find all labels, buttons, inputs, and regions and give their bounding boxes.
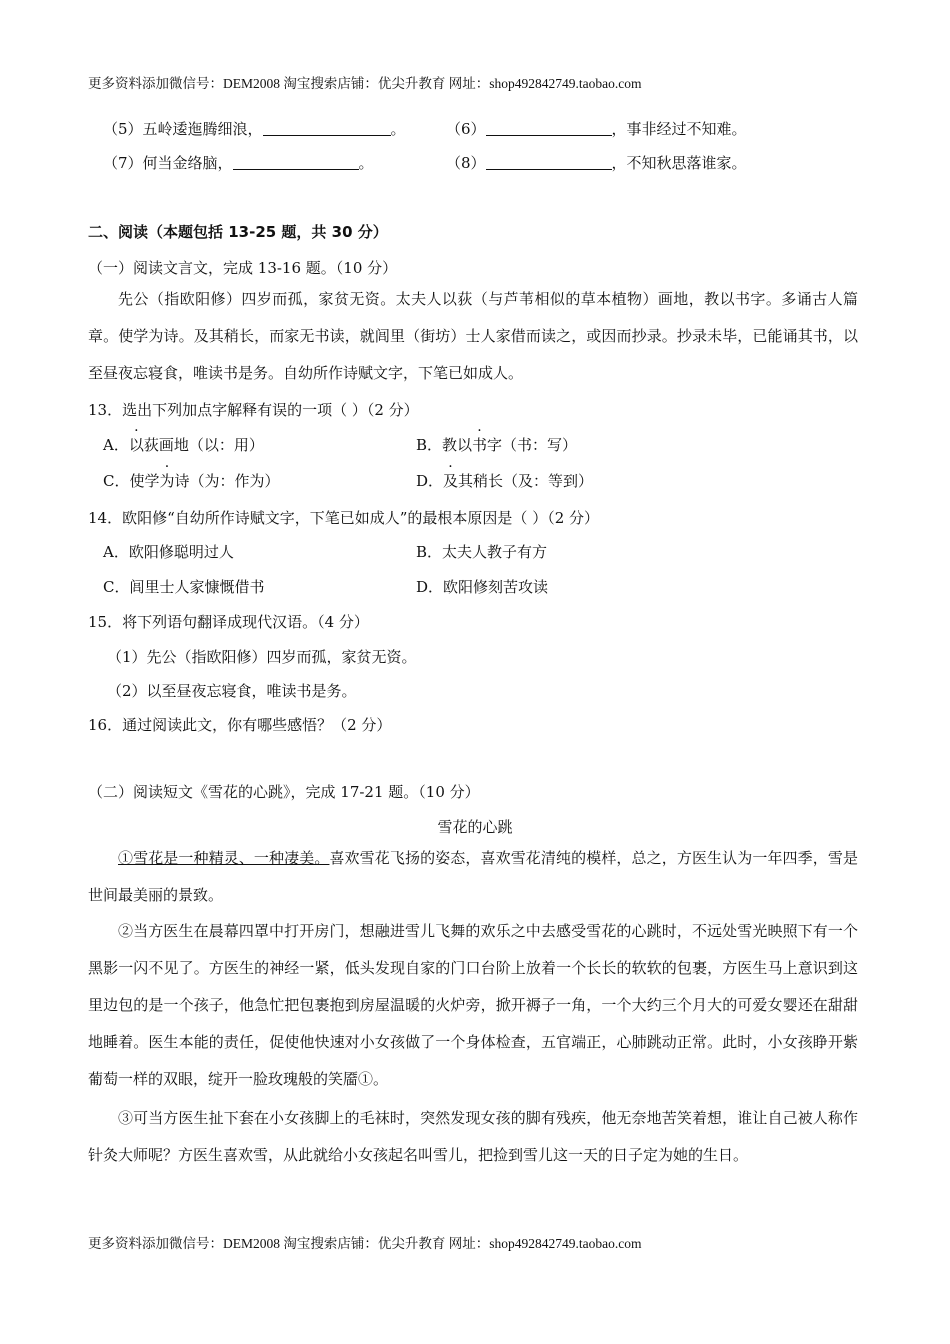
story-paragraph-1-rest: 喜欢雪花飞扬的姿态，喜欢雪花清纯的模样，总之，方医生认为一年四季，雪是世间最美丽的景致。: [88, 849, 858, 904]
q14-option-b[interactable]: B．太夫人教子有方: [416, 543, 548, 561]
answer-blank-5[interactable]: [263, 121, 391, 136]
fill-item-6-prefix: （6）: [446, 120, 486, 138]
q13-a-text: 荻画地（以：用）: [143, 436, 264, 454]
story-title: 雪花的心跳: [437, 818, 513, 836]
story-paragraph-2: ②当方医生在晨幕四罩中打开房门，想融进雪儿飞舞的欢乐之中去感受雪花的心跳时，不远处雪光映照下有一个黑影一闪不见了。方医生的神经一紧，低头发现自家的门口台阶上放着一个长长的软软的包裹，方医生马上意识到这里边包的是一个孩子，他急忙把包裹抱到房屋温暖的火炉旁，掀开褥子一角，一个大约三个月大的可爱女婴还在甜甜地睡着。医生本能的责任，促使他快速对小女孩做了一个身体检查，五官端正，心肺跳动正常。此时，小女孩睁开紫葡萄一样的双眼，绽开一脸玫瑰般的笑靥①。: [88, 922, 858, 1088]
q13-option-d[interactable]: [416, 470, 593, 491]
fill-item-6: [446, 118, 747, 139]
page-footer: 更多资料添加微信号：DEM2008 淘宝搜索店铺：优尖升教育 网址：shop492842749.taobao.com: [88, 1236, 642, 1251]
question-15-1: （1）先公（指欧阳修）四岁而孤，家贫无资。: [107, 648, 417, 666]
part2-intro: （二）阅读短文《雪花的心跳》，完成 17-21 题。（10 分）: [88, 783, 480, 801]
q13-b-dotted-char: 书: [472, 436, 488, 454]
section-title: 二、阅读（本题包括 13-25 题，共 30 分）: [88, 223, 388, 241]
q13-option-c[interactable]: [103, 470, 280, 491]
underlined-sentence: ①雪花是一种精灵、一种凄美。: [118, 849, 330, 867]
fill-item-6-suffix: ，事非经过不知难。: [611, 120, 747, 138]
q13-a-label: A．: [103, 436, 129, 454]
question-16: 16．通过阅读此文，你有哪些感悟？（2 分）: [88, 716, 392, 734]
fill-item-7-prefix: （7）何当金络脑，: [103, 154, 233, 172]
fill-item-5-suffix: 。: [390, 120, 406, 138]
fill-item-8-suffix: ，不知秋思落谁家。: [611, 154, 747, 172]
q14-option-c[interactable]: C．闾里士人家慷慨借书: [103, 578, 265, 596]
fill-item-7: [103, 152, 374, 173]
page-header: 更多资料添加微信号：DEM2008 淘宝搜索店铺：优尖升教育 网址：shop492842749.taobao.com: [88, 76, 642, 91]
q14-option-d[interactable]: D．欧阳修刻苦攻读: [416, 578, 549, 596]
answer-blank-7[interactable]: [233, 155, 359, 170]
question-14: 14．欧阳修“自幼所作诗赋文字，下笔已如成人”的最根本原因是（ ）（2 分）: [88, 509, 600, 527]
fill-item-7-suffix: 。: [358, 154, 374, 172]
q13-c-text: 诗（为：作为）: [174, 472, 280, 490]
q13-b-text: 字（书：写）: [487, 436, 578, 454]
q14-option-a[interactable]: A．欧阳修聪明过人: [103, 543, 234, 561]
q13-c-label: C．使学: [103, 472, 160, 490]
question-13: 13．选出下列加点字解释有误的一项（ ）（2 分）: [88, 401, 419, 419]
q13-d-text: 其稍长（及：等到）: [458, 472, 594, 490]
classical-passage: 先公（指欧阳修）四岁而孤，家贫无资。太夫人以荻（与芦苇相似的草本植物）画地，教以书字。多诵古人篇章。使学为诗。及其稍长，而家无书读，就闾里（街坊）士人家借而读之，或因而抄录。抄录未毕，已能诵其书，以至昼夜忘寝食，唯读书是务。自幼所作诗赋文字，下笔已如成人。: [88, 290, 858, 382]
q13-d-label: D．: [416, 472, 444, 490]
q13-c-dotted-char: 为: [159, 472, 175, 490]
q13-b-label: B．教以: [416, 436, 473, 454]
fill-item-8-prefix: （8）: [446, 154, 486, 172]
q13-option-b[interactable]: [416, 434, 577, 455]
question-15: 15．将下列语句翻译成现代汉语。（4 分）: [88, 613, 369, 631]
fill-item-8: [446, 152, 747, 173]
fill-item-5-prefix: （5）五岭逶迤腾细浪，: [103, 120, 263, 138]
answer-blank-6[interactable]: [486, 121, 612, 136]
question-15-2: （2）以至昼夜忘寝食，唯读书是务。: [107, 682, 357, 700]
story-paragraph-1: [88, 840, 858, 914]
answer-blank-8[interactable]: [486, 155, 612, 170]
fill-item-5: [103, 118, 406, 139]
q13-option-a[interactable]: [103, 434, 264, 455]
q13-a-dotted-char: 以: [128, 436, 144, 454]
part1-intro: （一）阅读文言文，完成 13-16 题。（10 分）: [88, 259, 398, 277]
story-paragraph-3: ③可当方医生扯下套在小女孩脚上的毛袜时，突然发现女孩的脚有残疾，他无奈地苦笑着想，谁让自己被人称作针灸大师呢？方医生喜欢雪，从此就给小女孩起名叫雪儿，把捡到雪儿这一天的日子定为她的生日。: [88, 1109, 858, 1164]
q13-d-dotted-char: 及: [443, 472, 459, 490]
